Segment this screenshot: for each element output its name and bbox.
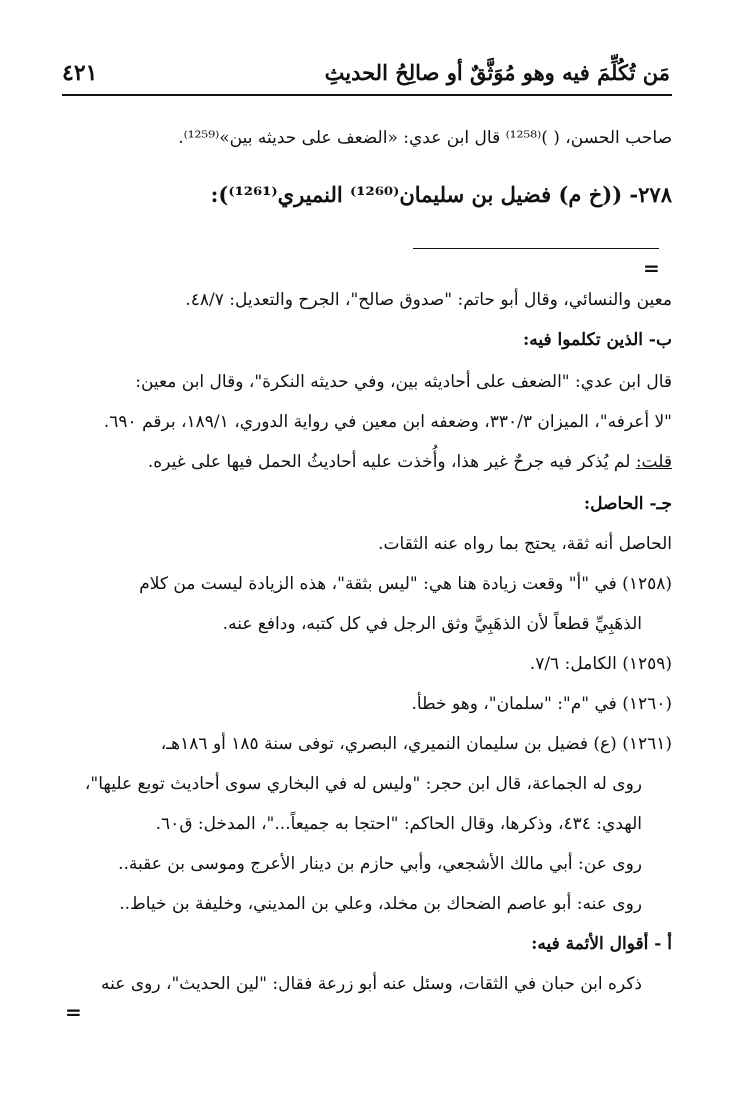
entry-heading: ٢٧٨- ((خ م) فضيل بن سليمان⁽¹²⁶⁰⁾ النميري⁽¹²⁶¹⁾): <box>210 182 672 207</box>
note-label: قلت: <box>635 452 672 472</box>
section-heading-a: أ - أقوال الأئمة فيه: <box>531 934 672 954</box>
footnote-1261-cont: ذكره ابن حبان في الثقات، وسئل عنه أبو زرعة فقال: "لين الحديث"، روى عنه <box>101 974 642 994</box>
footnote-1260: (١٢٦٠) في "م": "سلمان"، وهو خطأ. <box>411 694 672 714</box>
footnote-1261-cont: روى عن: أبي مالك الأشجعي، وأبي حازم بن دينار الأعرج وموسى بن عقبة.. <box>118 854 642 874</box>
header-rule <box>62 94 672 96</box>
note-line: "لا أعرفه"، الميزان ٣٣٠/٣، وضعفه ابن معين في رواية الدوري، ١٨٩/١، برقم ٦٩٠. <box>103 412 672 432</box>
section-heading-b: ب- الذين تكلموا فيه: <box>522 330 672 350</box>
page-header <box>62 58 670 94</box>
footnote-1261-cont: روى عنه: أبو عاصم الضحاك بن مخلد، وعلي بن المديني، وخليفة بن خياط.. <box>119 894 642 914</box>
note-text: لم يُذكر فيه جرحٌ غير هذا، وأُخذت عليه أحاديثُ الحمل فيها على غيره. <box>147 452 636 472</box>
note-line <box>148 452 672 472</box>
body-line: صاحب الحسن، ( )⁽¹²⁵⁸⁾ قال ابن عدي: «الضعف على حديثه بين»⁽¹²⁵⁹⁾. <box>178 128 672 148</box>
footnote-1261-cont: الهدي: ٤٣٤، وذكرها، وقال الحاكم: "احتجا به جميعاً..."، المدخل: ق٦٠. <box>155 814 642 834</box>
footnote-1258: (١٢٥٨) في "أ" وقعت زيادة هنا هي: "ليس بثقة"، هذه الزيادة ليست من كلام <box>139 574 672 594</box>
page-number: ٤٢١ <box>62 60 98 86</box>
section-heading-j: جـ- الحاصل: <box>583 494 672 514</box>
footnote-1261-cont: روى له الجماعة، قال ابن حجر: "وليس له في البخاري سوى أحاديث توبع عليها"، <box>84 774 642 794</box>
footnote-separator <box>413 248 659 249</box>
note-line: الحاصل أنه ثقة، يحتج بما رواه عنه الثقات. <box>378 534 672 554</box>
continuation-mark-bottom: = <box>65 1000 82 1024</box>
running-title: مَن تُكُلِّمَ فيه وهو مُوَثَّقٌ أو صالِحُ الحديثِ <box>324 60 670 85</box>
footnote-1261: (١٢٦١) (ع) فضيل بن سليمان النميري، البصري، توفى سنة ١٨٥ أو ١٨٦هـ، <box>160 734 672 754</box>
footnote-1258-cont: الذهَبِيِّ قطعاً لأن الذهَبِيَّ وثق الرجل في كل كتبه، ودافع عنه. <box>222 614 642 634</box>
continuation-mark: = <box>643 256 660 280</box>
note-line: معين والنسائي، وقال أبو حاتم: "صدوق صالح"، الجرح والتعديل: ٤٨/٧. <box>185 290 672 310</box>
footnote-1259: (١٢٥٩) الكامل: ٧/٦. <box>529 654 672 674</box>
note-line: قال ابن عدي: "الضعف على أحاديثه بين، وفي حديثه النكرة"، وقال ابن معين: <box>135 372 672 392</box>
